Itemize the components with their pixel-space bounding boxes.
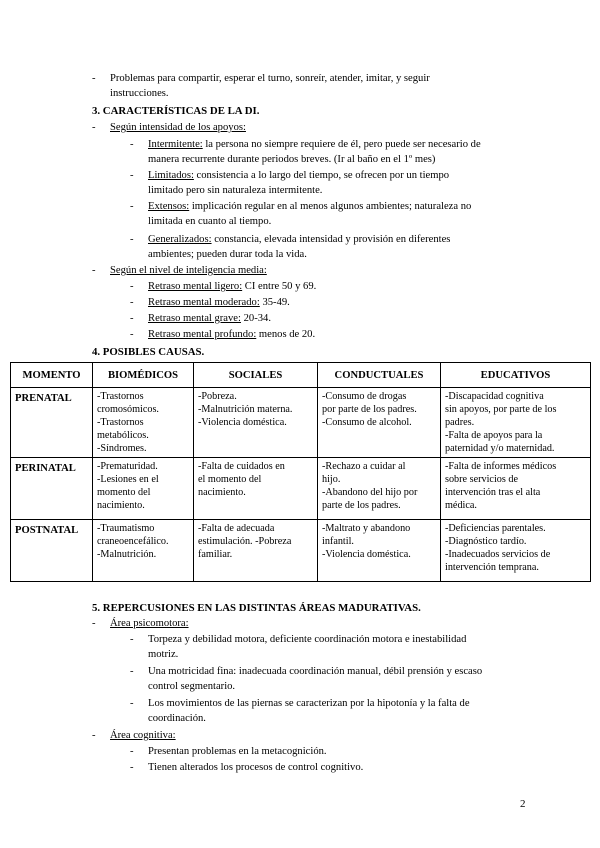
cell-line: -Diagnóstico tardío. xyxy=(445,536,527,547)
cell-line: -Lesiones en el xyxy=(97,474,159,485)
cell-line: cromosómicos. xyxy=(97,404,159,415)
support-item-limitados xyxy=(148,169,449,183)
bullet-dash: - xyxy=(130,746,134,757)
bullet-dash: - xyxy=(92,265,96,276)
cell-line: -Falta de adecuada xyxy=(198,523,275,534)
header-biomedicos: BIOMÉDICOS xyxy=(93,363,194,388)
bullet-dash: - xyxy=(130,666,134,677)
cell-line: -Falta de apoyos para la xyxy=(445,430,543,441)
intelligence-item-grave xyxy=(148,312,271,326)
bullet-dash: - xyxy=(92,730,96,741)
support-item-extensos xyxy=(148,200,471,214)
value: CI entre 50 y 69. xyxy=(242,281,317,292)
bullet-dash: - xyxy=(130,329,134,340)
table-row xyxy=(11,388,591,458)
cell-line: -Abandono del hijo por xyxy=(322,487,418,498)
cell-line: familiar. xyxy=(198,549,233,560)
row-momento: PRENATAL xyxy=(11,388,93,458)
header-sociales: SOCIALES xyxy=(194,363,318,388)
cell-line: metabólicos. xyxy=(97,430,149,441)
header-conductuales: CONDUCTUALES xyxy=(318,363,441,388)
cell-conductuales xyxy=(318,458,441,520)
cell-line: -Consumo de alcohol. xyxy=(322,417,412,428)
cell-line: intervención temprana. xyxy=(445,562,539,573)
cell-sociales xyxy=(194,520,318,582)
intelligence-item-ligero xyxy=(148,280,316,294)
cell-line: -Malnutrición materna. xyxy=(198,404,293,415)
desc: la persona no siempre requiere de él, pero puede ser necesario de xyxy=(202,139,481,150)
cell-line: el momento del xyxy=(198,474,262,485)
table-row xyxy=(11,458,591,520)
intelligence-level-label: Según el nivel de inteligencia media: xyxy=(110,265,267,276)
cell-sociales xyxy=(194,388,318,458)
psicomotora-item-2-line2: control segmentario. xyxy=(148,681,236,692)
cell-line: médica. xyxy=(445,500,477,511)
cell-biomedicos xyxy=(93,388,194,458)
cell-line: -Falta de cuidados en xyxy=(198,461,285,472)
cognitiva-item-1: Presentan problemas en la metacognición. xyxy=(148,746,327,757)
cell-line: -Trastornos xyxy=(97,391,144,402)
term: Retraso mental moderado: xyxy=(148,297,260,308)
table-header-row xyxy=(11,363,591,388)
causes-table xyxy=(10,362,591,582)
term: Retraso mental profundo: xyxy=(148,329,257,340)
cell-line: hijo. xyxy=(322,474,341,485)
support-item-generalizados xyxy=(148,233,450,247)
bullet-dash: - xyxy=(130,281,134,292)
support-item-intermitente xyxy=(148,138,481,152)
psicomotora-item-1-line2: motriz. xyxy=(148,649,179,660)
term: Extensos: xyxy=(148,201,190,212)
cell-line: estimulación. -Pobreza xyxy=(198,536,292,547)
cell-line: sobre servicios de xyxy=(445,474,518,485)
value: 20-34. xyxy=(240,313,271,324)
bullet-dash: - xyxy=(92,73,96,84)
row-momento: PERINATAL xyxy=(11,458,93,520)
cell-educativos xyxy=(441,458,591,520)
bullet-dash: - xyxy=(130,201,134,212)
cell-line: parte de los padres. xyxy=(322,500,401,511)
table-row xyxy=(11,520,591,582)
cell-line: -Traumatismo xyxy=(97,523,155,534)
term: Retraso mental grave: xyxy=(148,313,241,324)
cell-line: nacimiento. xyxy=(97,500,145,511)
support-intensity-label: Según intensidad de los apoyos: xyxy=(110,122,246,133)
bullet-dash: - xyxy=(130,634,134,645)
section3-heading: 3. CARACTERÍSTICAS DE LA DI. xyxy=(92,105,260,117)
cell-educativos xyxy=(441,520,591,582)
value: menos de 20. xyxy=(256,329,316,340)
section4-heading: 4. POSIBLES CAUSAS. xyxy=(92,346,205,358)
cognitiva-item-2: Tienen alterados los procesos de control cognitivo. xyxy=(148,762,364,773)
cell-line: sin apoyos, por parte de los xyxy=(445,404,557,415)
header-educativos: EDUCATIVOS xyxy=(441,363,591,388)
support-item-generalizados-line2: ambientes; pueden durar toda la vida. xyxy=(148,249,307,260)
bullet-dash: - xyxy=(130,762,134,773)
support-item-intermitente-line2: manera recurrente durante periodos breves. (Ir al baño en el 1º mes) xyxy=(148,154,436,165)
cell-line: -Violencia doméstica. xyxy=(198,417,287,428)
desc: implicación regular en al menos algunos ambientes; naturaleza no xyxy=(189,201,472,212)
cell-line: -Maltrato y abandono xyxy=(322,523,411,534)
area-cognitiva-label: Área cognitiva: xyxy=(110,730,176,741)
cell-line: craneoencefálico. xyxy=(97,536,169,547)
cell-line: por parte de los padres. xyxy=(322,404,417,415)
intro-text-line2: instrucciones. xyxy=(110,88,169,99)
bullet-dash: - xyxy=(130,234,134,245)
cell-biomedicos xyxy=(93,458,194,520)
bullet-dash: - xyxy=(92,618,96,629)
psicomotora-item-2: Una motricidad fina: inadecuada coordinación manual, débil prensión y escaso xyxy=(148,666,483,677)
psicomotora-item-3-line2: coordinación. xyxy=(148,713,206,724)
cell-line: -Rechazo a cuidar al xyxy=(322,461,406,472)
cell-line: -Inadecuados servicios de xyxy=(445,549,551,560)
intelligence-item-moderado xyxy=(148,296,290,310)
cell-line: -Prematuridad. xyxy=(97,461,158,472)
cell-line: nacimiento. xyxy=(198,487,246,498)
area-psicomotora-label: Área psicomotora: xyxy=(110,618,189,629)
bullet-dash: - xyxy=(130,170,134,181)
cell-line: -Deficiencias parentales. xyxy=(445,523,546,534)
support-item-limitados-line2: limitado pero sin naturaleza intermitente. xyxy=(148,185,323,196)
cell-biomedicos xyxy=(93,520,194,582)
cell-line: infantil. xyxy=(322,536,354,547)
desc: constancia, elevada intensidad y provisión en diferentes xyxy=(211,234,451,245)
cell-conductuales xyxy=(318,388,441,458)
bullet-dash: - xyxy=(92,122,96,133)
intelligence-item-profundo xyxy=(148,328,315,342)
cell-line: -Violencia doméstica. xyxy=(322,549,411,560)
cell-line: -Trastornos xyxy=(97,417,144,428)
cell-line: -Malnutrición. xyxy=(97,549,157,560)
page-number: 2 xyxy=(520,798,526,810)
desc: consistencia a lo largo del tiempo, se ofrecen por un tiempo xyxy=(193,170,450,181)
cell-line: -Pobreza. xyxy=(198,391,237,402)
cell-line: intervención tras el alta xyxy=(445,487,541,498)
section5-heading: 5. REPERCUSIONES EN LAS DISTINTAS ÁREAS MADURATIVAS. xyxy=(92,602,421,614)
cell-conductuales xyxy=(318,520,441,582)
term: Intermitente: xyxy=(148,139,203,150)
header-momento: MOMENTO xyxy=(11,363,93,388)
cell-line: -Falta de informes médicos xyxy=(445,461,557,472)
cell-line: momento del xyxy=(97,487,151,498)
cell-line: -Síndromes. xyxy=(97,443,147,454)
row-momento: POSTNATAL xyxy=(11,520,93,582)
bullet-dash: - xyxy=(130,698,134,709)
cell-line: -Discapacidad cognitiva xyxy=(445,391,544,402)
bullet-dash: - xyxy=(130,313,134,324)
support-item-extensos-line2: limitada en cuanto al tiempo. xyxy=(148,216,272,227)
cell-line: padres. xyxy=(445,417,475,428)
term: Generalizados: xyxy=(148,234,212,245)
cell-sociales xyxy=(194,458,318,520)
psicomotora-item-3: Los movimientos de las piernas se caracterizan por la hipotonía y la falta de xyxy=(148,698,470,709)
term: Limitados: xyxy=(148,170,194,181)
cell-line: -Consumo de drogas xyxy=(322,391,407,402)
term: Retraso mental ligero: xyxy=(148,281,243,292)
intro-text-line1: Problemas para compartir, esperar el turno, sonreír, atender, imitar, y seguir xyxy=(110,73,430,84)
bullet-dash: - xyxy=(130,139,134,150)
cell-line: paternidad y/o maternidad. xyxy=(445,443,555,454)
bullet-dash: - xyxy=(130,297,134,308)
psicomotora-item-1: Torpeza y debilidad motora, deficiente coordinación motora e inestabilidad xyxy=(148,634,467,645)
cell-educativos xyxy=(441,388,591,458)
value: 35-49. xyxy=(259,297,290,308)
